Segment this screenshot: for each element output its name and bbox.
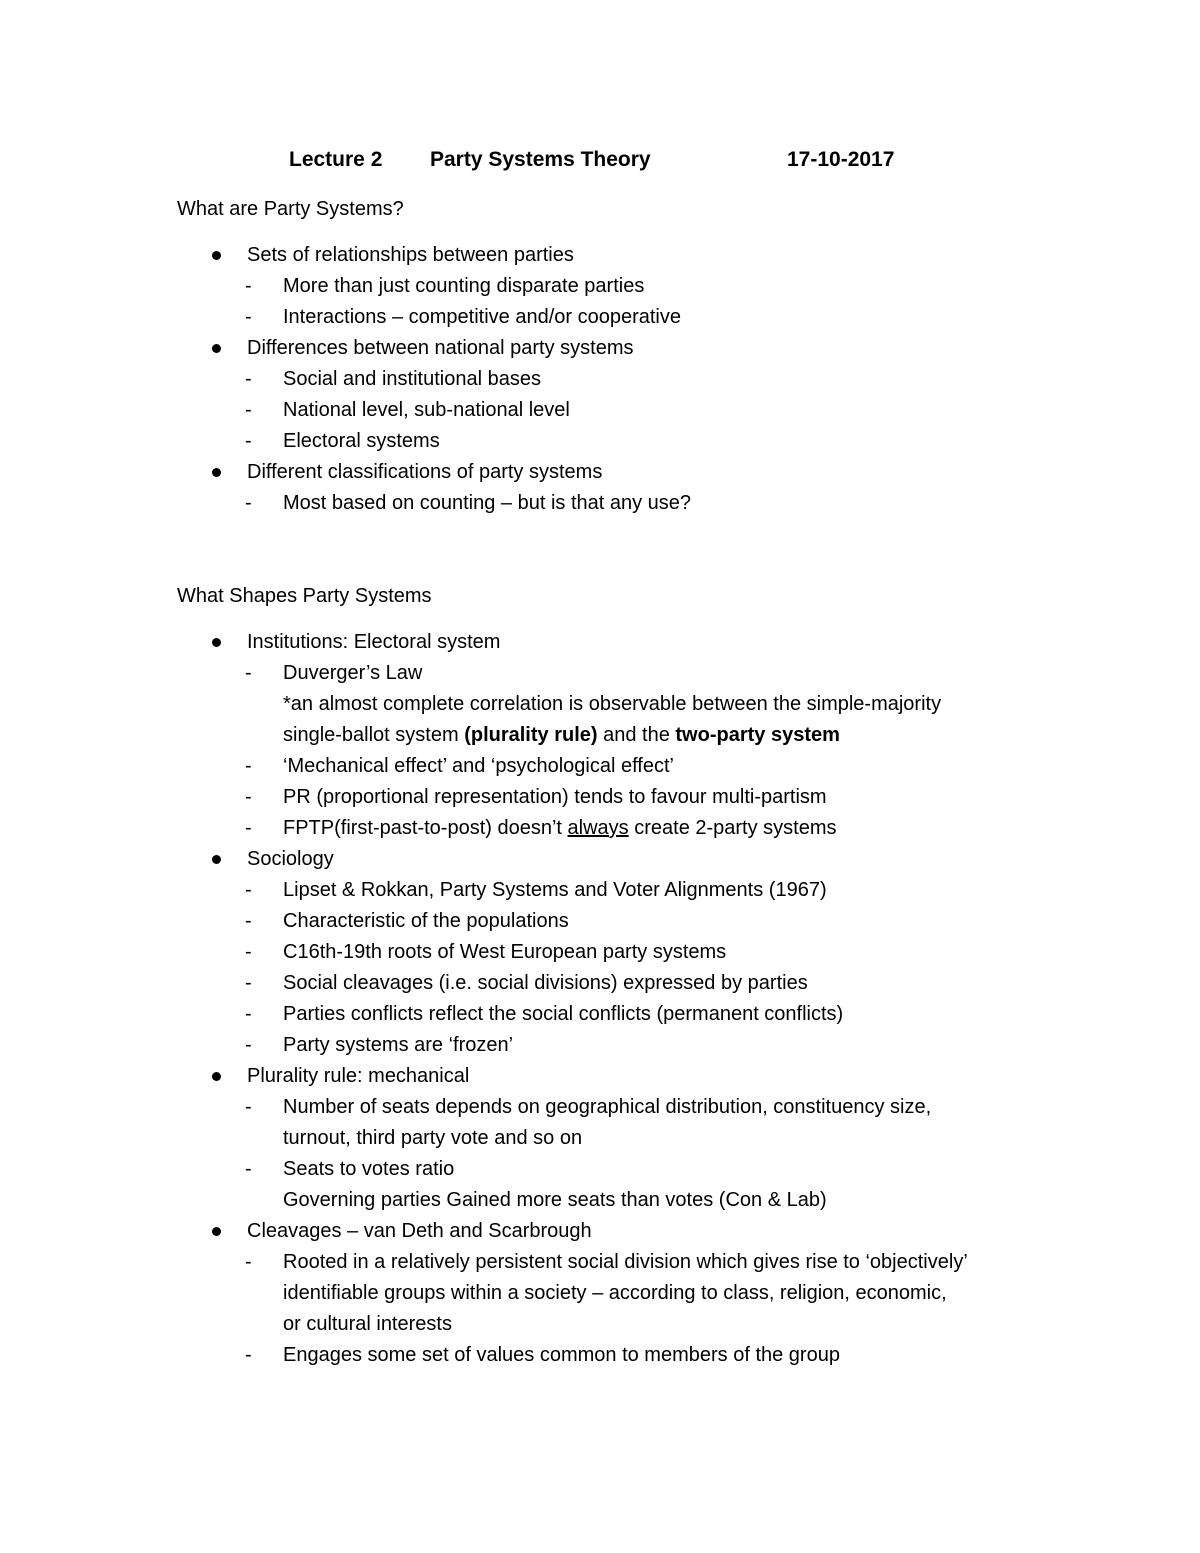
continuation-line: [0, 1309, 1200, 1340]
bullet-icon: [212, 468, 221, 477]
dash-icon: -: [245, 941, 252, 963]
dash-item: [0, 1247, 1200, 1278]
section-heading: What Shapes Party Systems: [177, 585, 432, 607]
dash-text: Party systems are ‘frozen’: [283, 1034, 514, 1056]
bullet-item: [0, 627, 1200, 658]
dash-item: [0, 782, 1200, 813]
dash-item: [0, 968, 1200, 999]
continuation-line: [0, 1123, 1200, 1154]
text-run: FPTP(first-past-to-post) doesn’t: [283, 817, 568, 839]
bullet-icon: [212, 251, 221, 260]
dash-item: [0, 364, 1200, 395]
dash-text: Engages some set of values common to members of the group: [283, 1344, 840, 1366]
dash-icon: -: [245, 1344, 252, 1366]
dash-icon: -: [245, 1158, 252, 1180]
dash-text: Most based on counting – but is that any use?: [283, 492, 692, 514]
section-heading: What are Party Systems?: [177, 198, 404, 220]
dash-item: [0, 302, 1200, 333]
dash-icon: -: [245, 368, 252, 390]
dash-icon: -: [245, 430, 252, 452]
dash-icon: -: [245, 972, 252, 994]
dash-icon: -: [245, 306, 252, 328]
bullet-text: Institutions: Electoral system: [247, 631, 501, 653]
bullet-item: [0, 240, 1200, 271]
continuation-line: [0, 720, 1200, 751]
dash-item: [0, 1092, 1200, 1123]
dash-text: Interactions – competitive and/or cooperative: [283, 306, 681, 328]
dash-icon: -: [245, 786, 252, 808]
bullet-text: Cleavages – van Deth and Scarbrough: [247, 1220, 592, 1242]
continuation-text: Governing parties Gained more seats than votes (Con & Lab): [283, 1189, 827, 1211]
continuation-text: [283, 720, 840, 751]
dash-icon: -: [245, 1096, 252, 1118]
dash-icon: -: [245, 1003, 252, 1025]
dash-icon: -: [245, 275, 252, 297]
bullet-text: Plurality rule: mechanical: [247, 1065, 470, 1087]
bullet-item: [0, 457, 1200, 488]
dash-text: Lipset & Rokkan, Party Systems and Voter Alignments (1967): [283, 879, 827, 901]
dash-text: Seats to votes ratio: [283, 1158, 455, 1180]
dash-text: Duverger’s Law: [283, 662, 423, 684]
dash-item: [0, 813, 1200, 844]
lecture-date: 17-10-2017: [787, 148, 895, 171]
bullet-icon: [212, 344, 221, 353]
dash-item: [0, 488, 1200, 519]
dash-item: [0, 906, 1200, 937]
dash-icon: -: [245, 492, 252, 514]
dash-text: National level, sub-national level: [283, 399, 570, 421]
dash-icon: -: [245, 817, 252, 839]
dash-icon: -: [245, 1251, 252, 1273]
dash-item: [0, 395, 1200, 426]
bullet-item: [0, 1216, 1200, 1247]
dash-item: [0, 658, 1200, 689]
lecture-topic: Party Systems Theory: [430, 148, 651, 171]
dash-text: [283, 813, 837, 844]
dash-icon: -: [245, 879, 252, 901]
text-run: and the: [597, 724, 676, 746]
dash-item: [0, 426, 1200, 457]
dash-text: Parties conflicts reflect the social conflicts (permanent conflicts): [283, 1003, 844, 1025]
bullet-item: [0, 1061, 1200, 1092]
dash-item: [0, 1154, 1200, 1185]
continuation-line: [0, 689, 1200, 720]
continuation-line: [0, 1278, 1200, 1309]
dash-text: Rooted in a relatively persistent social division which gives rise to ‘objectively’: [283, 1251, 968, 1273]
bullet-text: Sociology: [247, 848, 334, 870]
dash-text: Number of seats depends on geographical distribution, constituency size,: [283, 1096, 932, 1118]
dash-item: [0, 271, 1200, 302]
bullet-text: Sets of relationships between parties: [247, 244, 574, 266]
dash-icon: -: [245, 755, 252, 777]
dash-item: [0, 875, 1200, 906]
dash-text: Electoral systems: [283, 430, 440, 452]
text-run: single-ballot system: [283, 724, 465, 746]
dash-text: PR (proportional representation) tends to favour multi-partism: [283, 786, 827, 808]
lecture-number: Lecture 2: [289, 148, 383, 171]
dash-text: ‘Mechanical effect’ and ‘psychological effect’: [283, 755, 674, 777]
bullet-item: [0, 844, 1200, 875]
bullet-text: Differences between national party systems: [247, 337, 634, 359]
title-row: [0, 144, 1200, 178]
continuation-text: or cultural interests: [283, 1313, 452, 1335]
bold-text: (plurality rule): [464, 724, 598, 746]
text-run: create 2-party systems: [628, 817, 837, 839]
bullet-icon: [212, 1072, 221, 1081]
dash-item: [0, 1340, 1200, 1371]
dash-item: [0, 999, 1200, 1030]
continuation-text: identifiable groups within a society – according to class, religion, economic,: [283, 1282, 947, 1304]
bullet-icon: [212, 1227, 221, 1236]
underlined-text: always: [567, 817, 629, 839]
bullet-icon: [212, 855, 221, 864]
bullet-item: [0, 333, 1200, 364]
continuation-text: *an almost complete correlation is observable between the simple-majority: [283, 693, 942, 715]
dash-icon: -: [245, 662, 252, 684]
dash-item: [0, 751, 1200, 782]
dash-text: Characteristic of the populations: [283, 910, 569, 932]
dash-text: More than just counting disparate parties: [283, 275, 645, 297]
dash-icon: -: [245, 399, 252, 421]
dash-icon: -: [245, 910, 252, 932]
dash-item: [0, 937, 1200, 968]
continuation-text: turnout, third party vote and so on: [283, 1127, 583, 1149]
bullet-icon: [212, 638, 221, 647]
dash-item: [0, 1030, 1200, 1061]
dash-text: C16th-19th roots of West European party systems: [283, 941, 727, 963]
dash-text: Social and institutional bases: [283, 368, 541, 390]
dash-icon: -: [245, 1034, 252, 1056]
bullet-text: Different classifications of party systems: [247, 461, 603, 483]
bold-text: two-party system: [675, 724, 840, 746]
dash-text: Social cleavages (i.e. social divisions) expressed by parties: [283, 972, 808, 994]
continuation-line: [0, 1185, 1200, 1216]
